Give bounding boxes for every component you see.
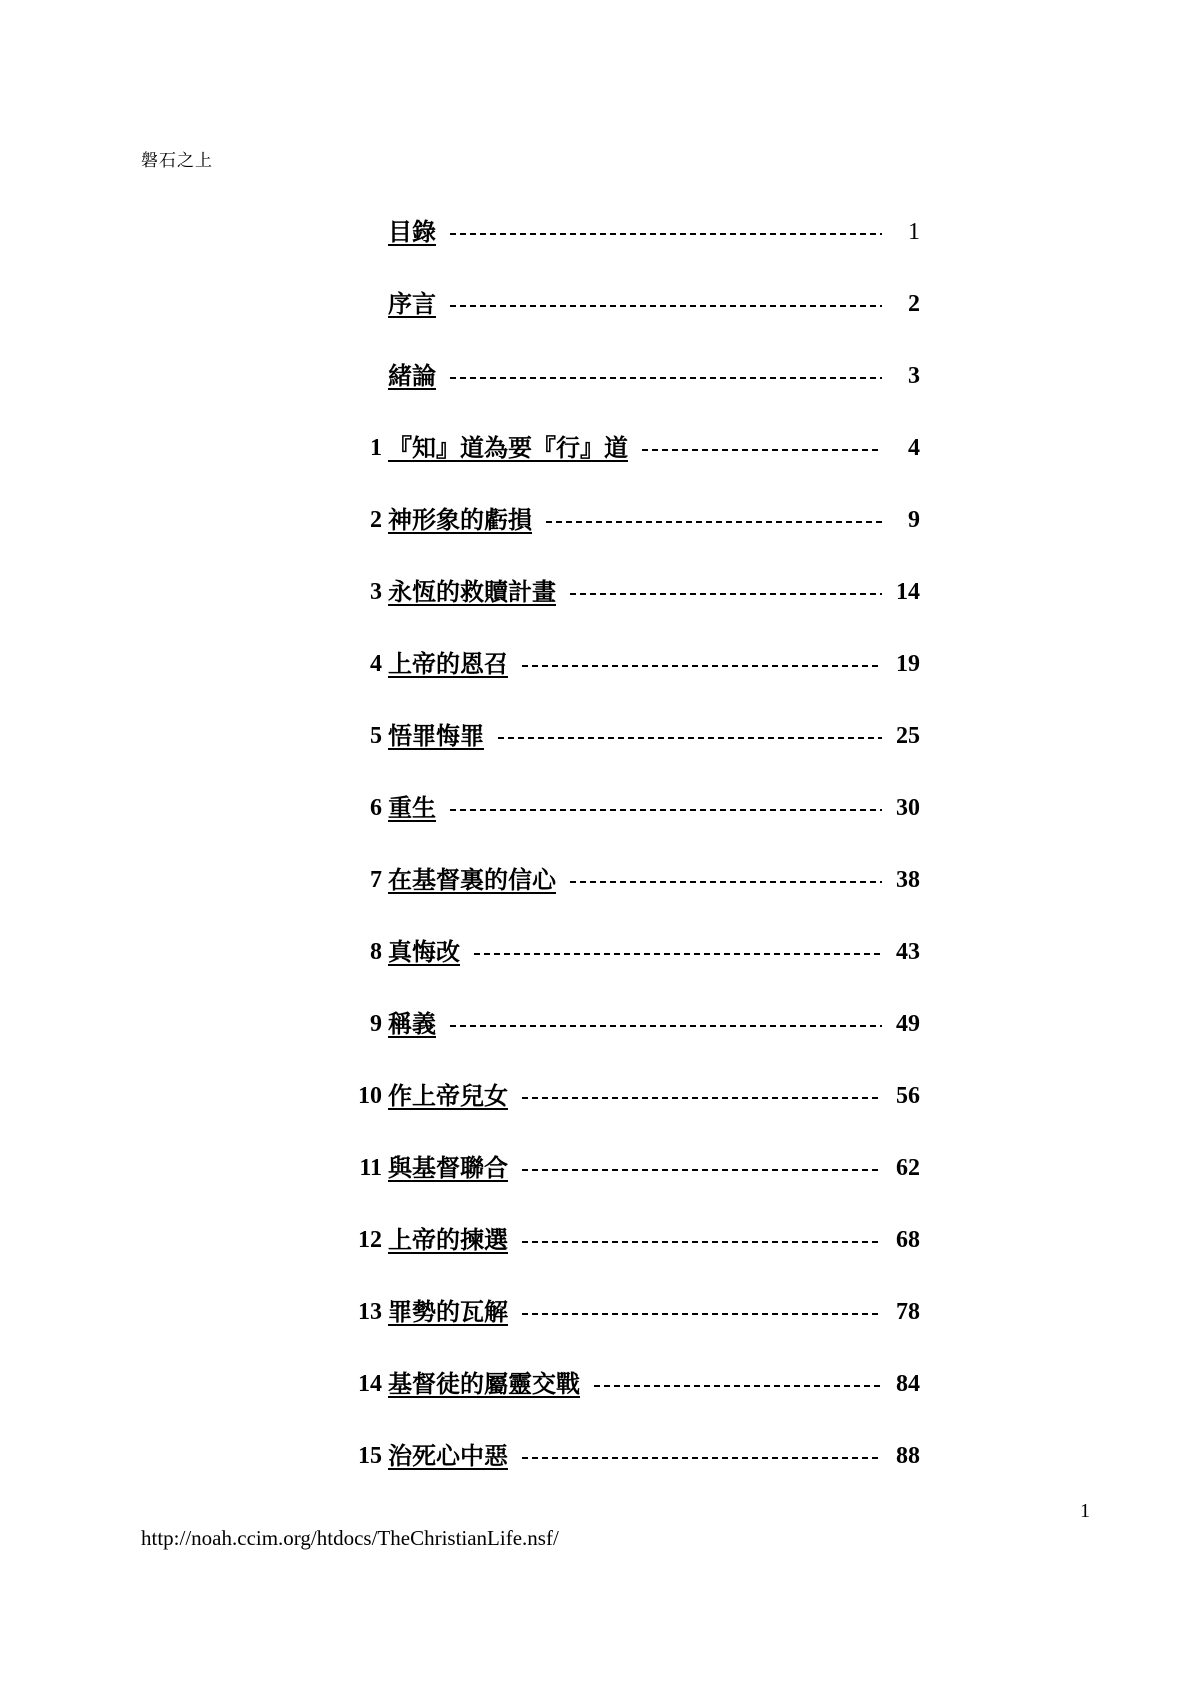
- dot-leader: [498, 737, 882, 739]
- chapter-number: 6: [370, 795, 382, 821]
- footer-url[interactable]: http://noah.ccim.org/htdocs/TheChristianLife.nsf/: [141, 1526, 559, 1550]
- dot-leader: [450, 233, 882, 235]
- toc-page-number: 14: [896, 579, 920, 605]
- chapter-number: 12: [358, 1227, 382, 1253]
- chapter-number: 10: [358, 1083, 382, 1109]
- toc-page-number: 9: [908, 507, 920, 533]
- toc-page-number: 56: [896, 1083, 920, 1109]
- chapter-number: 1: [370, 435, 382, 461]
- dot-leader: [522, 1313, 882, 1315]
- toc-page-number: 43: [896, 939, 920, 965]
- toc-page-number: 88: [896, 1443, 920, 1469]
- dot-leader: [450, 377, 882, 379]
- toc-entry: [320, 1225, 920, 1297]
- toc-link[interactable]: 基督徒的屬靈交戰: [388, 1370, 580, 1398]
- toc-link[interactable]: 悟罪悔罪: [388, 722, 484, 750]
- dot-leader: [570, 881, 882, 883]
- chapter-number: 15: [358, 1443, 382, 1469]
- chapter-number: 9: [370, 1011, 382, 1037]
- toc-link[interactable]: 上帝的恩召: [388, 650, 508, 678]
- toc-link[interactable]: 目錄: [388, 218, 436, 246]
- toc-link[interactable]: 重生: [388, 794, 436, 822]
- chapter-number: 11: [359, 1155, 382, 1181]
- toc-link[interactable]: 與基督聯合: [388, 1154, 508, 1182]
- dot-leader: [594, 1385, 882, 1387]
- toc-link[interactable]: 治死心中惡: [388, 1442, 508, 1470]
- toc-entry: [320, 1297, 920, 1369]
- running-header: 磐石之上: [141, 151, 213, 171]
- dot-leader: [522, 1241, 882, 1243]
- toc-page-number: 4: [908, 435, 920, 461]
- dot-leader: [570, 593, 882, 595]
- toc-entry: [320, 577, 920, 649]
- chapter-number: 2: [370, 507, 382, 533]
- dot-leader: [450, 305, 882, 307]
- toc-link[interactable]: 序言: [388, 290, 436, 318]
- toc-entry: [320, 217, 920, 289]
- toc-link[interactable]: 『知』道為要『行』道: [388, 434, 628, 462]
- toc-link[interactable]: 神形象的虧損: [388, 506, 532, 534]
- dot-leader: [522, 1097, 882, 1099]
- toc-page-number: 84: [896, 1371, 920, 1397]
- toc-page-number: 78: [896, 1299, 920, 1325]
- dot-leader: [450, 809, 882, 811]
- toc-entry: [320, 865, 920, 937]
- toc-entry: [320, 649, 920, 721]
- toc-link[interactable]: 稱義: [388, 1010, 436, 1038]
- chapter-number: 8: [370, 939, 382, 965]
- toc-link[interactable]: 永恆的救贖計畫: [388, 578, 556, 606]
- page-number: 1: [1080, 1500, 1090, 1522]
- chapter-number: 5: [370, 723, 382, 749]
- toc-link[interactable]: 上帝的揀選: [388, 1226, 508, 1254]
- dot-leader: [474, 953, 882, 955]
- dot-leader: [642, 449, 882, 451]
- dot-leader: [522, 1169, 882, 1171]
- toc-entry: [320, 1441, 920, 1513]
- toc-entry: [320, 1009, 920, 1081]
- chapter-number: 3: [370, 579, 382, 605]
- chapter-number: 13: [358, 1299, 382, 1325]
- chapter-number: 14: [358, 1371, 382, 1397]
- toc-page-number: 1: [908, 219, 920, 245]
- toc-entry: [320, 793, 920, 865]
- toc-entry: [320, 721, 920, 793]
- toc-entry: [320, 1153, 920, 1225]
- toc-entry: [320, 505, 920, 577]
- toc-page-number: 30: [896, 795, 920, 821]
- toc-link[interactable]: 在基督裏的信心: [388, 866, 556, 894]
- toc-link[interactable]: 作上帝兒女: [388, 1082, 508, 1110]
- toc-page-number: 68: [896, 1227, 920, 1253]
- toc-link[interactable]: 緒論: [388, 362, 436, 390]
- toc-entry: [320, 289, 920, 361]
- dot-leader: [522, 1457, 882, 1459]
- toc-entry: [320, 1369, 920, 1441]
- toc-entry: [320, 1081, 920, 1153]
- dot-leader: [450, 1025, 882, 1027]
- toc-page-number: 19: [896, 651, 920, 677]
- toc-page-number: 49: [896, 1011, 920, 1037]
- toc-entry: [320, 433, 920, 505]
- toc-page-number: 3: [908, 363, 920, 389]
- toc-page-number: 62: [896, 1155, 920, 1181]
- chapter-number: 7: [370, 867, 382, 893]
- chapter-number: 4: [370, 651, 382, 677]
- toc-link[interactable]: 罪勢的瓦解: [388, 1298, 508, 1326]
- toc-page-number: 38: [896, 867, 920, 893]
- toc-page-number: 2: [908, 291, 920, 317]
- toc-link[interactable]: 真悔改: [388, 938, 460, 966]
- dot-leader: [546, 521, 882, 523]
- toc-entry: [320, 937, 920, 1009]
- toc-page-number: 25: [896, 723, 920, 749]
- toc-entry: [320, 361, 920, 433]
- table-of-contents: [320, 217, 920, 1513]
- dot-leader: [522, 665, 882, 667]
